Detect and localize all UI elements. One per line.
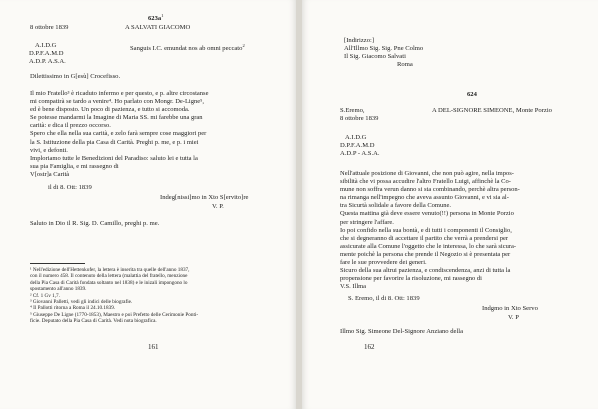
letter-body bbox=[340, 170, 520, 291]
body-line: fare le sue provvedere dei generi. bbox=[340, 259, 427, 267]
signature-initials: V. P. bbox=[212, 203, 224, 210]
place-date: il di 8. Ott: 1839 bbox=[48, 184, 92, 191]
letter-number bbox=[148, 12, 163, 23]
left-page bbox=[0, 0, 296, 409]
recipient-heading: A DEL-SIGNORE SIMEONE, Monte Porzio bbox=[432, 107, 552, 114]
letter-body bbox=[30, 90, 208, 179]
letter-date: 8 ottobre 1839 bbox=[30, 24, 69, 31]
place-date: S. Eremo, il di 8. Ott: 1839 bbox=[348, 295, 420, 302]
letter-number-text: 623a bbox=[148, 15, 162, 23]
salutation: Dilettissimo in G[esù] Crocefisso. bbox=[30, 73, 121, 80]
body-line: sibilità che vi possa accudire l'altro Fratello Luigi, affinchè la Co- bbox=[340, 178, 511, 186]
body-line: sua pia Famiglia, e mi rassegno di bbox=[30, 162, 119, 170]
body-line: Nell'attuale posizione di Giovanni, che non può agire, nella impos- bbox=[340, 170, 514, 177]
body-line: Spero che ella nella sua carità, e zelo farà sempre cose maggiori per bbox=[30, 130, 207, 138]
abbrev-line: A.I.D.G bbox=[35, 42, 57, 49]
abbrev-line: A.D.P. A.S.A. bbox=[29, 58, 66, 65]
footnote-line: ³ Giovanni Palletti, vedi gli indici delle biografie. bbox=[30, 299, 133, 306]
abbrev-line: A.I.D.G bbox=[345, 134, 367, 141]
footnote-line: ⁵ Giuseppe De Ligne (1770-1853), Maestro e poi Prefetto delle Cerimonie Ponti- bbox=[30, 311, 199, 318]
body-line: Se potesse mandarmi la Imagine di Maria SS. mi farebbe una gran bbox=[30, 114, 203, 122]
letter-number: 624 bbox=[467, 91, 477, 98]
letter-place: S.Eremo, bbox=[340, 107, 365, 114]
footnote-line: ¹ Nell'edizione dell'Hettenkofer, la lettera è inserita tra quelle dell'anno 1837, bbox=[30, 267, 190, 273]
body-line: Questa mattina già deve essere venuto(!!) persona in Monte Porzio bbox=[340, 210, 514, 218]
footnote-line: ficie. Deputato della Pia Casa di Carità. Vedi nota biografica. bbox=[30, 318, 157, 325]
postscript: Saluto in Dio il R. Sig. D. Camillo, preghi p. me. bbox=[30, 220, 160, 227]
body-line: mune non soffra verun danno si sta combinando, perchè altra person- bbox=[340, 186, 520, 194]
body-line: tra Sicurtà solidale a favore della Comune. bbox=[340, 202, 452, 210]
motto-text: Sanguis I.C. emundat nos ab omni peccato bbox=[130, 45, 243, 53]
address-line: Roma bbox=[397, 61, 413, 68]
page-number: 162 bbox=[364, 343, 375, 351]
body-line: V.S. Illma bbox=[340, 283, 367, 291]
abbrev-line: D.P.F.A.M.D bbox=[340, 142, 375, 149]
motto-note: 2 bbox=[242, 43, 245, 48]
abbrev-line: A.D.P - A.S.A. bbox=[340, 150, 380, 157]
body-line: propensione per favorire la risoluzione, mi rassegno di bbox=[340, 275, 482, 283]
footnotes bbox=[30, 267, 198, 325]
letter-date: 8 ottobre 1839 bbox=[340, 115, 379, 122]
recipient-heading: A SALVATI GIACOMO bbox=[125, 24, 191, 31]
body-line: Imploriamo tutte le Benedizioni del Paradiso: saluto lei e tutta la bbox=[30, 154, 198, 162]
body-line: mente poichè la persona che prende il Negozio si è presentata per bbox=[340, 250, 511, 258]
footnote-line: con il numero 458. Il contenuto della lettera (malattia del fratello, menzione bbox=[30, 273, 188, 280]
body-line: la S. Istituzione della pia Casa di Carità. Preghi p. me, e p. i miei bbox=[30, 138, 199, 146]
address-line: [Indirizzo:] bbox=[344, 37, 375, 44]
body-line: ed è bene disposto. Un poco di pazienza, e tutto si accomoda. bbox=[30, 106, 190, 114]
body-line: mi compatirà se tardo a venire⁴. Ho parlato con Mongr. De-Ligne⁵, bbox=[30, 98, 205, 106]
closing-line: Illmo Sig. Simeone Del-Signore Anziano della bbox=[340, 328, 464, 335]
body-line: V[ostr]a Carità bbox=[30, 170, 70, 178]
motto bbox=[130, 42, 245, 53]
footnote-line: ⁴ Il Pallotti ritorna a Roma il 24.10.1839. bbox=[30, 305, 116, 312]
abbrev-line: D.P.F.A.M.D bbox=[29, 50, 64, 57]
page-number: 161 bbox=[148, 343, 159, 351]
body-line: Io poi confido nella sua bontà, e di tutti i componenti il Consiglio, bbox=[340, 226, 512, 234]
footnote-rule bbox=[30, 263, 85, 264]
signature-initials: V. P bbox=[508, 314, 519, 321]
body-line: che si degneranno di accettare il partito che verrà a prendersi per bbox=[340, 234, 509, 242]
body-line: per stringere l'affare. bbox=[340, 218, 394, 226]
body-line: Sicuro della sua altrui pazienza, e condiscendenza, anzi di tutta la bbox=[340, 267, 511, 275]
footnote-line: spostamento all'anno 1839. bbox=[30, 286, 87, 293]
right-page bbox=[302, 0, 598, 409]
footnote-line: ² Cf. 1 Gv 1,7. bbox=[30, 292, 60, 299]
body-line: vivi, e defonti. bbox=[30, 146, 68, 154]
signature-line: Indeg[nissi]mo in Xto S[ervito]re bbox=[160, 194, 249, 201]
letter-number-note: 1 bbox=[161, 13, 164, 18]
address-line: Il Sig. Giacomo Salvati bbox=[344, 53, 406, 60]
body-line: na rimanga nell'impegno che aveva assunto Giovanni, e vi sia al- bbox=[340, 194, 509, 202]
signature-line: Indgmo in Xto Servo bbox=[482, 305, 538, 312]
body-line: carità: e dica il prezzo occorso. bbox=[30, 122, 111, 130]
body-line: Il mio Fratello³ è ricaduto infermo e per questo, e p. altre circostanse bbox=[30, 90, 209, 97]
address-line: All'Illmo Sig. Sig. Pne Colmo bbox=[344, 45, 424, 52]
footnote-line: della Pia Casa di Carità fondata soltanto nel 1838) e le inizali impongono lo bbox=[30, 279, 188, 286]
body-line: assicurate alla Comune l'oggetto che le interessa, lo che sarà sicura- bbox=[340, 242, 517, 250]
